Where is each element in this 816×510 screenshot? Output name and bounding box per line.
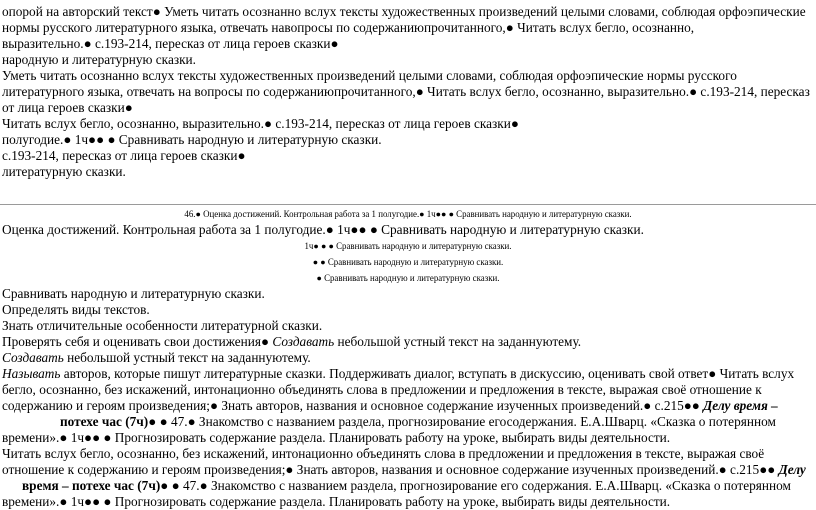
section-heading-text: Делу время – xyxy=(703,398,778,413)
text-line: Читать вслух бегло, осознанно, без искажений, интонационно объединять слова в предложении и предложения в тексте, выражая своё xyxy=(2,446,765,461)
text-run: ● 47.● Знакомство с названием раздела, прогнозирование его содержания. Е.А.Шварц. «Сказка о потерянном xyxy=(168,478,791,493)
text-run: отношение к содержанию и героям произведения;● Знать авторов, названия и основное содержание изученных произведений.● с.215●● xyxy=(2,462,779,477)
section-divider xyxy=(0,204,816,205)
text-line: Определять виды текстов. xyxy=(2,302,150,317)
text-line: Читать вслух бегло, осознанно, выразительно.● с.193-214, пересказ от лица героев сказки● xyxy=(2,116,519,131)
text-line: народную и литературную сказки. xyxy=(2,52,196,67)
text-line xyxy=(22,478,791,494)
text-line: Знать отличительные особенности литературной сказки. xyxy=(2,318,323,333)
text-line: полугодие.● 1ч●● ● Сравнивать народную и литературную сказки. xyxy=(2,132,382,147)
text-run: ● 47.● Знакомство с названием раздела, прогнозирование егосодержания. Е.А.Шварц. «Сказка о потерянном xyxy=(156,414,776,429)
text-line: бегло, осознанно, без искажений, интонационно объединять слова в предложении и предложения в тексте, выражая своё отношение к xyxy=(2,382,762,397)
text-line xyxy=(2,462,806,478)
emphasis-text: Называть xyxy=(2,366,61,381)
text-line: Уметь читать осознанно вслух тексты художественных произведений целыми словами, соблюдая орфоэпические нормы русского xyxy=(2,68,737,83)
text-line xyxy=(2,366,794,382)
text-line xyxy=(2,398,778,414)
section-heading-text: Делу xyxy=(778,462,806,477)
section-heading-text: время – потехе час (7ч)● xyxy=(22,478,169,493)
text-line: выразительно.● с.193-214, пересказ от лица героев сказки● xyxy=(2,36,339,51)
text-line: опорой на авторский текст● Уметь читать осознанно вслух тексты художественных произведений целыми словами, соблюдая орфоэпические xyxy=(2,4,806,19)
text-line-centered: ● Сравнивать народную и литературную сказки. xyxy=(316,273,500,283)
text-line xyxy=(2,350,311,366)
text-run: небольшой устный текст на заданнуютему. xyxy=(63,350,311,365)
text-run: небольшой устный текст на заданнуютему. xyxy=(334,334,582,349)
emphasis-text: Создавать xyxy=(272,334,335,349)
text-line-centered: 1ч● ● ● Сравнивать народную и литературную сказки. xyxy=(304,241,512,251)
text-line: времени».● 1ч●● ● Прогнозировать содержание раздела. Планировать работу на уроке, выбирать виды деятельности. xyxy=(2,430,671,445)
text-line xyxy=(2,334,581,350)
text-line-centered: ● ● Сравнивать народную и литературную сказки. xyxy=(312,257,504,267)
text-run: содержанию и героям произведения;● Знать авторов, названия и основное содержание изученных произведений.● с.215●● xyxy=(2,398,704,413)
text-line: Сравнивать народную и литературную сказки. xyxy=(2,286,265,301)
text-run: авторов, которые пишут литературные сказки. Поддерживать диалог, вступать в дискуссию, оценивать свой ответ● Читать вслух xyxy=(60,366,795,381)
text-line: литературную сказки. xyxy=(2,164,126,179)
text-line: Оценка достижений. Контрольная работа за 1 полугодие.● 1ч●● ● Сравнивать народную и литературную сказки. xyxy=(2,222,644,237)
lesson-title-line: 46.● Оценка достижений. Контрольная работа за 1 полугодие.● 1ч●● ● Сравнивать народную и литературную сказки. xyxy=(184,209,632,219)
text-run: Проверять себя и оценивать свои достижения● xyxy=(2,334,273,349)
text-line: от лица героев сказки● xyxy=(2,100,133,115)
text-line: с.193-214, пересказ от лица героев сказки● xyxy=(2,148,246,163)
emphasis-text: Создавать xyxy=(2,350,64,365)
section-heading-text: потехе час (7ч)● xyxy=(60,414,157,429)
text-line: нормы русского литературного языка, отвечать навопросы по содержаниюпрочитанного,● Читать вслух бегло, осознанно, xyxy=(2,20,695,35)
text-line: времени».● 1ч●● ● Прогнозировать содержание раздела. Планировать работу на уроке, выбирать виды деятельности. xyxy=(2,494,671,509)
text-line: литературного языка, отвечать на вопросы по содержаниюпрочитанного,● Читать вслух бегло, осознанно, выразительно.● с.193-214, пересказ xyxy=(2,84,810,99)
text-line xyxy=(60,414,776,430)
